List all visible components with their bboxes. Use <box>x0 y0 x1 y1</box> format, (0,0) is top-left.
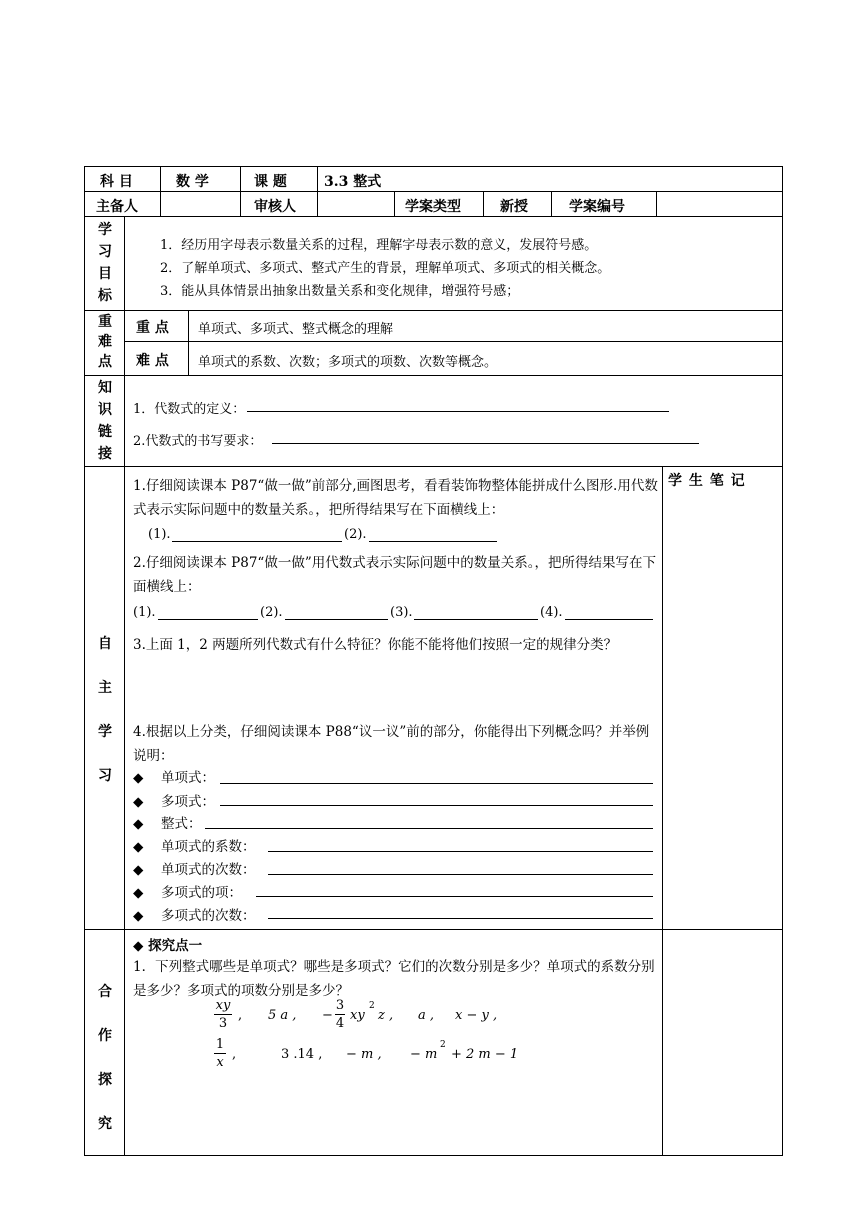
math-term: − m , <box>346 1047 382 1062</box>
key-points-label: 重 难 点 <box>98 314 112 370</box>
fraction: xy 3 <box>215 998 231 1031</box>
diamond-bullet-icon: ◆ <box>133 908 144 924</box>
preparer-label: 主备人 <box>96 199 138 215</box>
plan-no-label: 学案编号 <box>569 199 625 215</box>
answer-line[interactable] <box>172 541 342 542</box>
math-term: + 2 m − 1 <box>451 1047 519 1062</box>
blank-label: (1). <box>133 605 156 620</box>
answer-line[interactable] <box>268 851 653 852</box>
answer-line[interactable] <box>369 541 497 542</box>
self-study-p3: 3.上面 1，2 两题所列代数式有什么特征？你能不能将他们按照一定的规律分类？ <box>133 637 618 653</box>
subject-label: 科 目 <box>100 174 133 190</box>
concept-item: ◆ 单项式的系数： <box>133 839 256 855</box>
focus-label: 重 点 <box>136 320 169 336</box>
knowledge-q1: 1．代数式的定义： <box>133 402 246 417</box>
diamond-bullet-icon: ◆ <box>133 862 144 878</box>
goal-item: 3．能从具体情景出抽象出数量关系和变化规律，增强符号感； <box>160 284 520 299</box>
fraction: 3 4 <box>335 998 345 1031</box>
answer-line[interactable] <box>272 443 699 444</box>
answer-line[interactable] <box>158 619 258 620</box>
knowledge-label: 知 识 链 接 <box>98 380 112 462</box>
fraction: 1 x <box>215 1037 225 1070</box>
answer-line[interactable] <box>414 619 538 620</box>
cooperation-label: 合 作 探 究 <box>98 984 112 1132</box>
diamond-bullet-icon: ◆ <box>133 816 144 832</box>
plan-type-value: 新授 <box>500 199 528 215</box>
concept-item: ◆ 多项式的次数： <box>133 908 256 924</box>
self-study-p2: 2.仔细阅读课本 P87“做一做”用代数式表示实际问题中的数量关系。，把所得结果写在下面横线上： <box>133 555 656 595</box>
concept-item: ◆ 单项式： <box>133 770 215 786</box>
subject-value: 数 学 <box>176 174 209 190</box>
diamond-bullet-icon: ◆ <box>133 794 144 810</box>
focus-text: 单项式、多项式、整式概念的理解 <box>198 322 394 337</box>
explore-point-title: ◆ 探究点一 <box>133 938 203 954</box>
answer-line[interactable] <box>565 619 653 620</box>
topic-value: 3.3 整式 <box>324 174 382 190</box>
concept-item: ◆ 多项式的项： <box>133 885 242 901</box>
math-term: 5 a , <box>268 1008 297 1023</box>
topic-label: 课 题 <box>254 174 287 190</box>
knowledge-q2: 2.代数式的书写要求： <box>133 434 263 449</box>
answer-line[interactable] <box>220 805 653 806</box>
math-term: z , <box>378 1008 394 1023</box>
self-study-p4: 4.根据以上分类，仔细阅读课本 P88“议一议”前的部分，你能得出下列概念吗？并举例说明： <box>133 724 650 764</box>
blank-label: (4). <box>540 605 563 620</box>
diamond-bullet-icon: ◆ <box>133 770 144 786</box>
diamond-bullet-icon: ◆ <box>133 839 144 855</box>
plan-type-label: 学案类型 <box>405 199 461 215</box>
answer-line[interactable] <box>247 411 669 412</box>
difficulty-label: 难 点 <box>136 353 169 369</box>
reviewer-label: 审核人 <box>254 199 296 215</box>
blank-label: (1). <box>148 527 171 542</box>
blank-label: (2). <box>260 605 283 620</box>
self-study-label: 自 主 学 习 <box>98 636 112 784</box>
answer-line[interactable] <box>205 828 653 829</box>
blank-label: (2). <box>344 527 367 542</box>
diamond-bullet-icon: ◆ <box>133 885 144 901</box>
answer-line[interactable] <box>268 874 653 875</box>
answer-line[interactable] <box>256 896 653 897</box>
answer-line[interactable] <box>285 619 388 620</box>
answer-line[interactable] <box>220 783 653 784</box>
goals-label: 学 习 目 标 <box>98 222 112 304</box>
math-term: − m <box>410 1047 438 1062</box>
student-notes-label: 学 生 笔 记 <box>668 473 746 489</box>
goal-item: 2．了解单项式、多项式、整式产生的背景，理解单项式、多项式的相关概念。 <box>160 261 611 276</box>
answer-line[interactable] <box>268 918 653 919</box>
difficulty-text: 单项式的系数、次数；多项式的项数、次数等概念。 <box>198 355 498 370</box>
blank-label: (3). <box>390 605 413 620</box>
math-term: a , <box>418 1008 435 1023</box>
concept-item: ◆ 整式： <box>133 816 202 832</box>
concept-item: ◆ 单项式的次数： <box>133 862 256 878</box>
explore-question: 1．下列整式哪些是单项式？哪些是多项式？它们的次数分别是多少？单项式的系数分别是多少？多项式的项数分别是多少？ <box>133 959 655 999</box>
concept-item: ◆ 多项式： <box>133 794 215 810</box>
self-study-p1: 1.仔细阅读课本 P87“做一做”前部分,画图思考，看看装饰物整体能拼成什么图形.用代数式表示实际问题中的数量关系。，把所得结果写在下面横线上： <box>133 478 658 518</box>
goal-item: 1．经历用字母表示数量关系的过程，理解字母表示数的意义，发展符号感。 <box>160 238 598 253</box>
math-term: x − y , <box>455 1008 498 1023</box>
math-term: 3 .14 , <box>281 1047 323 1062</box>
math-term: xy <box>350 1008 365 1023</box>
